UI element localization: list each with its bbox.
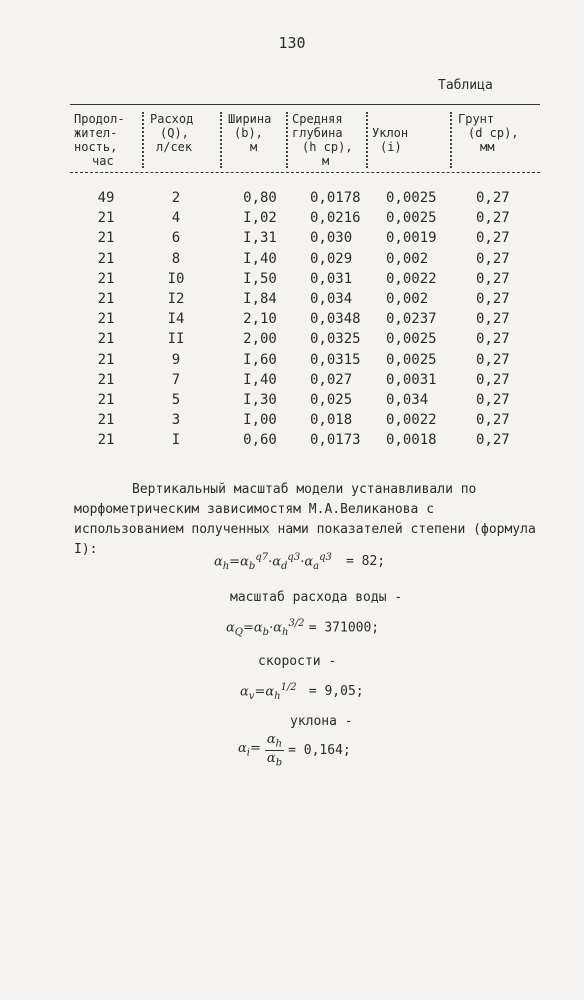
table-cell: I0 [167, 270, 185, 287]
table-cell: II [167, 331, 185, 348]
table-cell: I,60 [243, 351, 277, 368]
table-cell: 0,029 [310, 250, 353, 267]
table-cell: 0,80 [243, 190, 277, 207]
table-cell: 21 [97, 270, 115, 287]
table-row [70, 309, 540, 329]
table-cell: 21 [97, 371, 115, 388]
body-paragraph: Вертикальный масштаб модели устанавливали по морфометрическим зависимостям М.А.Великанова с использованием полученных нами показателей степени (формула I): [74, 482, 536, 557]
table-header-rule [70, 172, 540, 173]
table-cell: 7 [171, 371, 181, 388]
header-soil: Грунт (d ср), мм [458, 112, 519, 154]
table-cell: 2,10 [243, 311, 277, 328]
table-cell: 0,0173 [310, 432, 361, 449]
table-row [70, 228, 540, 248]
table-cell: 3 [171, 412, 181, 429]
table-cell: 0,27 [476, 250, 510, 267]
label-velocity: скорости - [258, 654, 337, 669]
table-cell: 0,0018 [386, 432, 437, 449]
table-cell: 0,0025 [386, 351, 437, 368]
table-cell: 0,27 [476, 412, 510, 429]
table-cell: I,00 [243, 412, 277, 429]
table-cell: 21 [97, 331, 115, 348]
column-separator [366, 112, 368, 168]
table-row [70, 390, 540, 410]
table-cell: 0,030 [310, 230, 353, 247]
table-cell: 0,002 [386, 250, 429, 267]
formula-velocity-scale: $\alpha_v=\alpha_h^{1/2} = 9,05$; [240, 682, 364, 702]
table-cell: I,40 [243, 250, 277, 267]
table-cell: 4 [171, 210, 181, 227]
table-row [70, 370, 540, 390]
table-cell: 21 [97, 230, 115, 247]
table-cell: 0,0025 [386, 331, 437, 348]
table-cell: 49 [97, 190, 115, 207]
table-cell: 0,0325 [310, 331, 361, 348]
table-cell: 2,00 [243, 331, 277, 348]
table-cell: 0,0025 [386, 190, 437, 207]
table-cell: 9 [171, 351, 181, 368]
table-cell: 0,0348 [310, 311, 361, 328]
table-cell: 0,0019 [386, 230, 437, 247]
table-cell: 0,0237 [386, 311, 437, 328]
table-cell: 0,0022 [386, 270, 437, 287]
table-row [70, 289, 540, 309]
column-separator [286, 112, 288, 168]
table-cell: 6 [171, 230, 181, 247]
formula-depth-scale: $\alpha_h=\alpha_b^{q7}\cdot\alpha_d^{q3}\cdot\alpha_a^{q3} = 82$; [214, 552, 386, 572]
header-slope: Уклон (i) [372, 126, 409, 154]
data-table [70, 188, 540, 450]
table-row [70, 350, 540, 370]
table-cell: 0,031 [310, 270, 353, 287]
table-row [70, 329, 540, 349]
table-cell: 0,27 [476, 331, 510, 348]
column-separator [142, 112, 144, 168]
table-row [70, 269, 540, 289]
header-duration: Продол- жител- ность, час [74, 112, 125, 168]
table-cell: 21 [97, 210, 115, 227]
table-top-rule [70, 104, 540, 105]
table-cell: 0,027 [310, 371, 353, 388]
table-cell: 0,025 [310, 391, 353, 408]
table-cell: 0,018 [310, 412, 353, 429]
table-cell: I2 [167, 291, 185, 308]
table-cell: 21 [97, 432, 115, 449]
table-cell: 0,27 [476, 391, 510, 408]
table-row [70, 430, 540, 450]
table-cell: 0,27 [476, 230, 510, 247]
table-cell: 0,27 [476, 371, 510, 388]
table-row [70, 208, 540, 228]
page-number: 130 [278, 34, 306, 52]
table-cell: 0,0315 [310, 351, 361, 368]
table-cell: 0,27 [476, 432, 510, 449]
table-cell: 8 [171, 250, 181, 267]
table-row [70, 249, 540, 269]
table-cell: I [171, 432, 181, 449]
table-cell: I4 [167, 311, 185, 328]
column-separator [220, 112, 222, 168]
table-cell: I,30 [243, 391, 277, 408]
table-cell: 21 [97, 250, 115, 267]
table-cell: 0,27 [476, 291, 510, 308]
label-discharge-scale: масштаб расхода воды - [230, 590, 403, 605]
table-cell: 0,0031 [386, 371, 437, 388]
table-cell: 0,002 [386, 291, 429, 308]
table-cell: 0,27 [476, 270, 510, 287]
table-row [70, 410, 540, 430]
table-cell: 21 [97, 412, 115, 429]
table-cell: I,84 [243, 291, 277, 308]
table-cell: 0,0025 [386, 210, 437, 227]
table-cell: 0,0178 [310, 190, 361, 207]
table-cell: I,50 [243, 270, 277, 287]
header-discharge: Расход (Q), л/сек [150, 112, 194, 154]
table-cell: 0,27 [476, 190, 510, 207]
label-slope: уклона - [290, 714, 353, 729]
table-cell: 21 [97, 291, 115, 308]
table-cell: 0,0022 [386, 412, 437, 429]
formula-discharge-scale: $\alpha_Q=\alpha_b\cdot\alpha_h^{3/2} = 371000$; [226, 618, 380, 638]
table-cell: 21 [97, 391, 115, 408]
table-caption: Таблица [438, 78, 493, 93]
table-cell: I,40 [243, 371, 277, 388]
table-cell: 21 [97, 351, 115, 368]
table-cell: 0,0216 [310, 210, 361, 227]
table-cell: 2 [171, 190, 181, 207]
table-cell: 0,034 [310, 291, 353, 308]
table-cell: 0,27 [476, 351, 510, 368]
table-cell: 21 [97, 311, 115, 328]
table-row [70, 188, 540, 208]
table-cell: I,02 [243, 210, 277, 227]
table-cell: 0,27 [476, 311, 510, 328]
header-depth: Средняя глубина (h ср), м [292, 112, 353, 168]
formula-slope-scale: $\alpha_i=$ $\frac{\alpha_h}{\alpha_b}$ = 0,164; [238, 732, 351, 769]
column-separator [450, 112, 452, 168]
table-cell: 0,27 [476, 210, 510, 227]
table-cell: 0,60 [243, 432, 277, 449]
table-cell: I,31 [243, 230, 277, 247]
table-cell: 0,034 [386, 391, 429, 408]
table-cell: 5 [171, 391, 181, 408]
header-width: Ширина (b), м [228, 112, 272, 154]
